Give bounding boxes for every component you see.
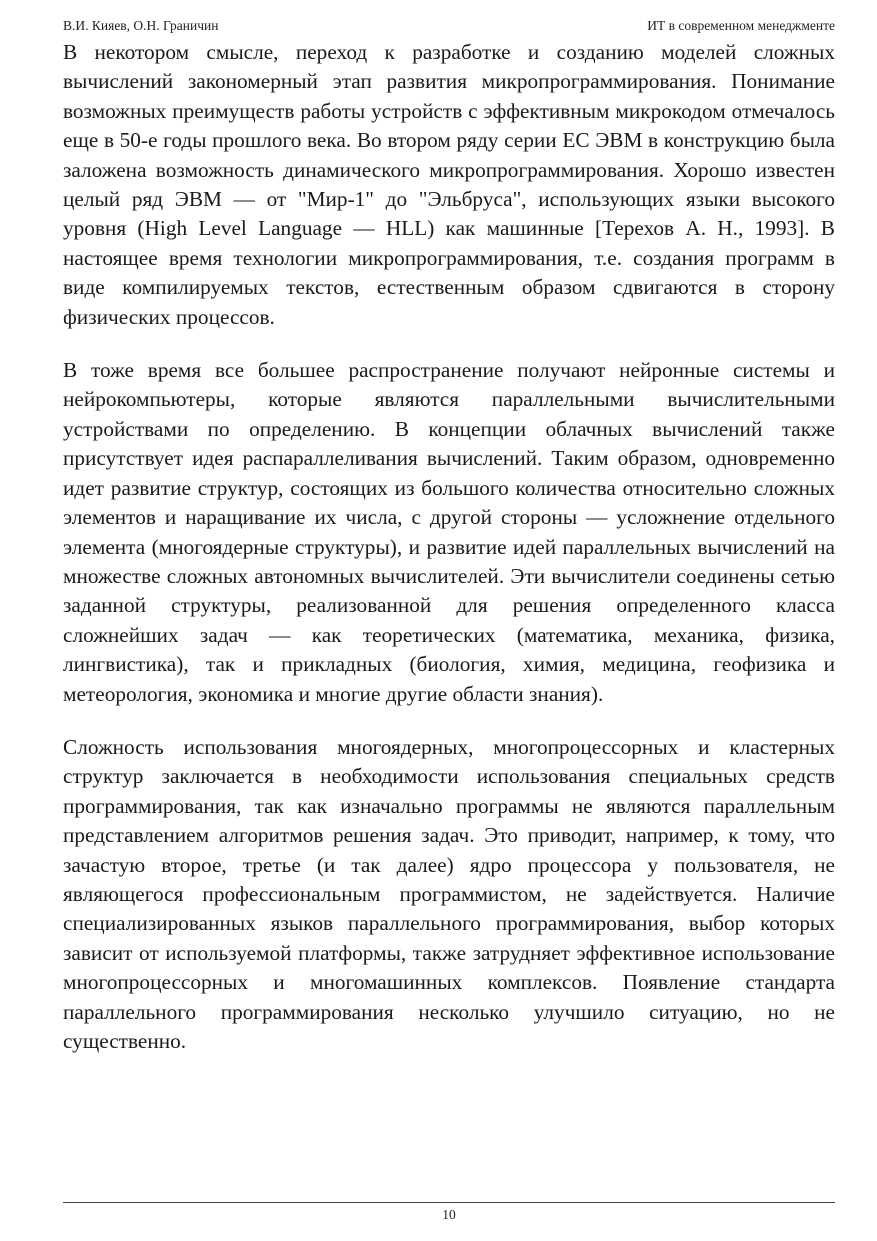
paragraph-1: В некотором смысле, переход к разработке и созданию моделей сложных вычислений закономерный этап развития микропрограммирования. Понимание возможных преимуществ работы устройств с эффективным микрокодом отмечалось еще в 50-е годы прошлого века. Во втором ряду серии ЕС ЭВМ в конструкцию была заложена возможность динамического микропрограммирования. Хорошо известен целый ряд ЭВМ — от "Мир-1" до "Эльбруса", использующих языки высокого уровня (High Level Language — HLL) как машинные [Терехов А. Н., 1993]. В настоящее время технологии микропрограммирования, т.е. создания программ в виде компилируемых текстов, естественным образом сдвигаются в сторону физических процессов. bbox=[63, 40, 835, 329]
page-number: 10 bbox=[442, 1207, 456, 1222]
paragraph-2: В тоже время все большее распространение получают нейронные системы и нейрокомпьютеры, которые являются параллельными вычислительными устройствами по определению. В концепции облачных вычислений также присутствует идея распараллеливания вычислений. Таким образом, одновременно идет развитие структур, состоящих из большого количества относительно сложных элементов и наращивание их числа, с другой стороны — усложнение отдельного элемента (многоядерные структуры), и развитие идей параллельных вычислений на множестве сложных автономных вычислителей. Эти вычислители соединены сетью заданной структуры, реализованной для решения определенного класса сложнейших задач — как теоретических (математика, механика, физика, лингвистика), так и прикладных (биология, химия, медицина, геофизика и метеорология, экономика и многие другие области знания). bbox=[63, 358, 835, 706]
footer-divider bbox=[63, 1202, 835, 1203]
paragraph-3: Сложность использования многоядерных, многопроцессорных и кластерных структур заключается в необходимости использования специальных средств программирования, так как изначально программы не являются параллельным представлением алгоритмов решения задач. Это приводит, например, к тому, что зачастую второе, третье (и так далее) ядро процессора у пользователя, не являющегося профессиональным программистом, не задействуется. Наличие специализированных языков параллельного программирования, выбор которых зависит от используемой платформы, также затрудняет эффективное использование многопроцессорных и многомашинных комплексов. Появление стандарта параллельного программирования несколько улучшило ситуацию, но не существенно. bbox=[63, 734, 835, 1053]
document-page bbox=[63, 0, 835, 1241]
running-header bbox=[63, 16, 835, 36]
body-text bbox=[63, 38, 835, 1080]
header-authors: В.И. Кияев, О.Н. Граничин bbox=[63, 18, 219, 33]
header-title: ИТ в современном менеджменте bbox=[647, 18, 835, 33]
